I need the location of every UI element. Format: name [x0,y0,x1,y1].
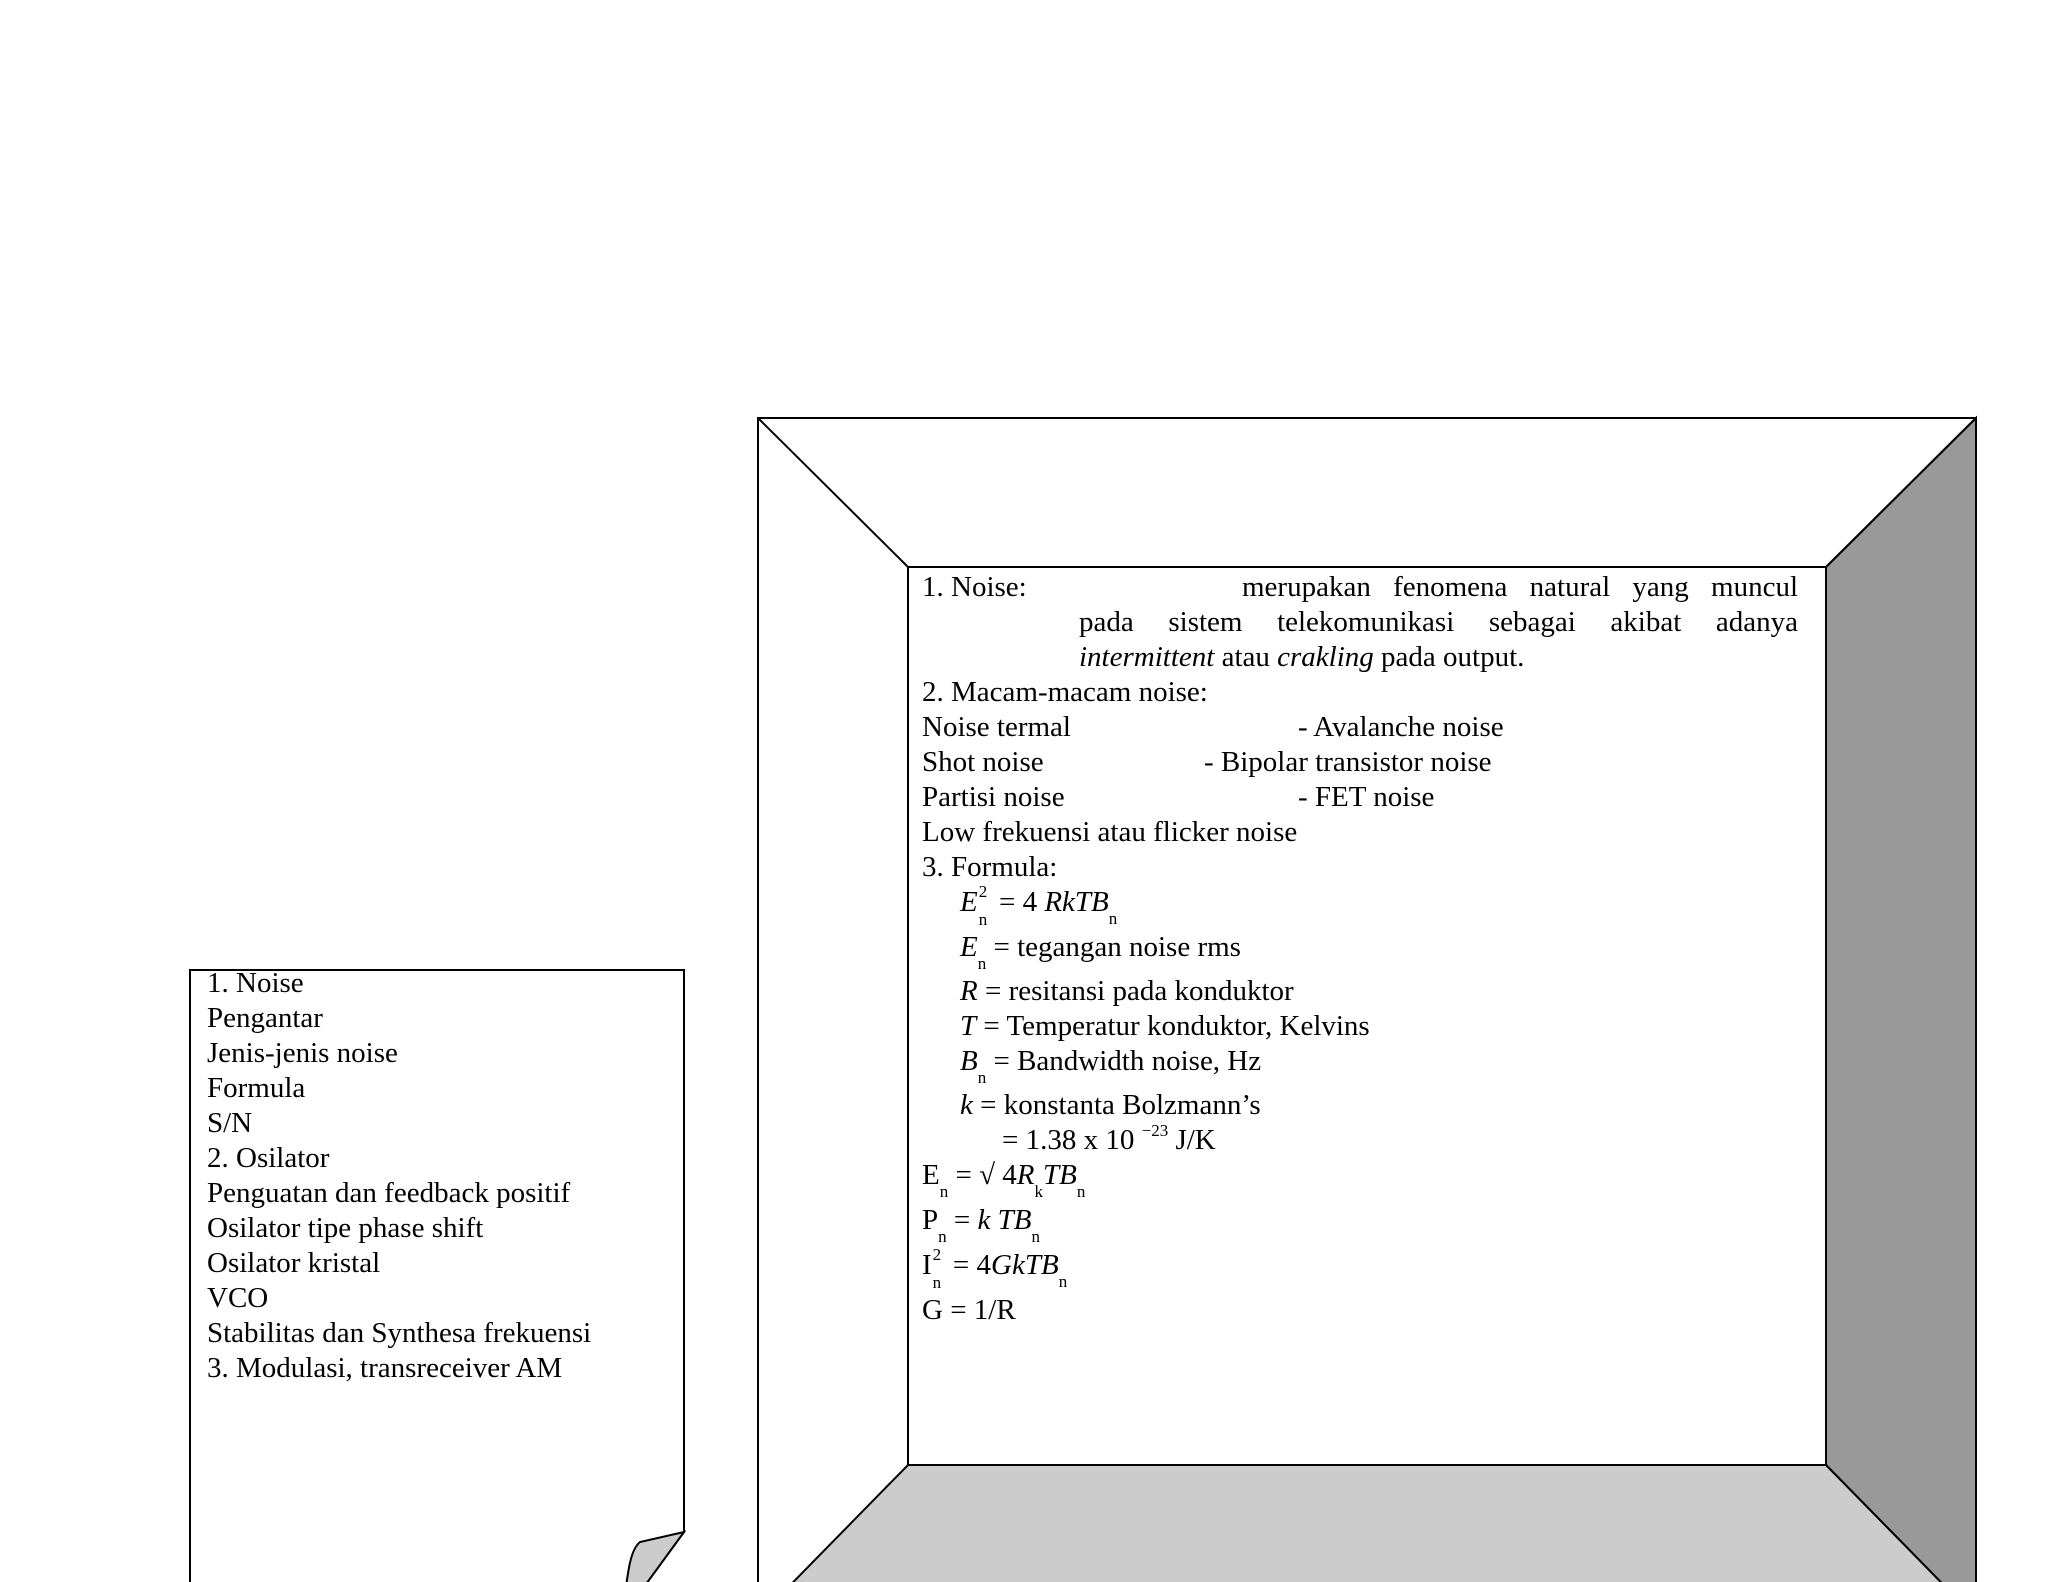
noise-type-right: - Avalanche noise [1298,711,1504,743]
definition-text: = konstanta Bolzmann’s [972,1089,1261,1121]
definition-text: = Temperatur konduktor, Kelvins [976,1010,1370,1042]
noise-label: 1. Noise: [922,571,1027,603]
formula-pn [922,1203,1798,1248]
definition-t [922,1009,1798,1044]
noise-type-left: Noise termal [922,711,1071,743]
symbol: R [1016,1159,1035,1191]
constant-unit: J/K [1168,1124,1216,1156]
symbol: I [922,1249,932,1281]
noise-type-row [922,710,1798,745]
subscript: n [939,1182,949,1201]
outline-item: Osilator tipe phase shift [207,1212,484,1244]
formula-operator: = 4 [991,886,1045,918]
frame-bottom-face [758,1465,1976,1582]
outline-item: Osilator kristal [207,1247,381,1279]
formula-operator: = [946,1204,978,1236]
formula-g: G = 1/R [922,1294,1016,1326]
outline-item: Jenis-jenis noise [207,1037,398,1069]
formula-operator: = 4 [945,1249,992,1281]
noise-type-last: Low frekuensi atau flicker noise [922,816,1298,848]
noise-definition-line-1 [922,570,1798,605]
superscript: 2 [932,1245,942,1264]
definition-en [922,930,1798,974]
noise-type-left: Shot noise [922,746,1044,778]
constant-value: = 1.38 x 10 [1002,1124,1142,1156]
outline-item: Pengantar [207,1002,323,1034]
subscript: n [932,1273,942,1292]
symbol: GkTB [991,1249,1059,1281]
outline-item: S/N [207,1107,253,1139]
exponent: −23 [1141,1121,1169,1140]
symbol: B [960,1045,978,1077]
symbol-rktb: RkTB [1044,886,1109,918]
subscript: n [977,1068,987,1087]
noise-type-row [922,780,1798,815]
subscript: n [1076,1182,1086,1201]
subscript: k [1034,1182,1043,1201]
definition-bn [922,1044,1798,1088]
symbol: T [960,1010,977,1042]
outline-item: VCO [207,1282,269,1314]
noise-definition-end: pada output. [1373,641,1525,673]
formula-en [922,1158,1798,1203]
subscript: n [938,1227,947,1246]
outline-item: Formula [207,1072,306,1104]
noise-type-right: - Bipolar transistor noise [1204,746,1492,778]
outline-item: 1. Noise [207,967,304,999]
term-crakling: crakling [1277,641,1374,673]
definition-text: = Bandwidth noise, Hz [986,1045,1262,1077]
term-intermittent: intermittent [1079,641,1215,673]
outline-item: Penguatan dan feedback positif [207,1177,571,1209]
symbol-e: E [960,886,978,918]
formula-heading: 3. Formula: [922,851,1058,883]
frame-right-face [1826,418,1976,1582]
outline-item: Stabilitas dan Synthesa frekuensi [207,1317,592,1349]
noise-definition-line-2 [922,605,1798,640]
subscript: n [1108,909,1118,928]
symbol: E [922,1159,940,1191]
subscript: n [978,910,988,929]
symbol: P [922,1204,939,1236]
definition-text: = tegangan noise rms [986,931,1241,963]
subscript: n [1058,1272,1068,1291]
noise-definition-part-1: merupakan fenomena natural yang muncul [1242,571,1798,603]
noise-type-left: Partisi noise [922,781,1065,813]
formula-in-squared [922,1245,1798,1293]
formula-operator: = √ 4 [948,1159,1017,1191]
outline-item: 2. Osilator [207,1142,330,1174]
noise-type-right: - FET noise [1298,781,1435,813]
symbol: k TB [977,1204,1032,1236]
subscript: n [977,954,987,973]
symbol: E [960,931,978,963]
subscript: n [1031,1227,1040,1246]
symbol: R [960,975,978,1007]
symbol: TB [1042,1159,1077,1191]
symbol: k [960,1089,973,1121]
definition-text: = resitansi pada konduktor [977,975,1294,1007]
outline-item: 3. Modulasi, transreceiver AM [207,1352,563,1384]
definition-r [922,974,1798,1009]
noise-type-row [922,745,1798,780]
definition-k [922,1088,1798,1123]
noise-definition-line-3 [922,640,1798,675]
definition-k-value [922,1123,1798,1158]
noise-definition-part-2: pada sistem telekomunikasi sebagai akibat adanya [1079,606,1798,638]
noise-summary-text [922,570,1798,1328]
superscript: 2 [978,882,988,901]
noise-types-heading: 2. Macam-macam noise: [922,676,1208,708]
formula-en-squared [922,882,1798,930]
noise-definition-connector: atau [1214,641,1278,673]
